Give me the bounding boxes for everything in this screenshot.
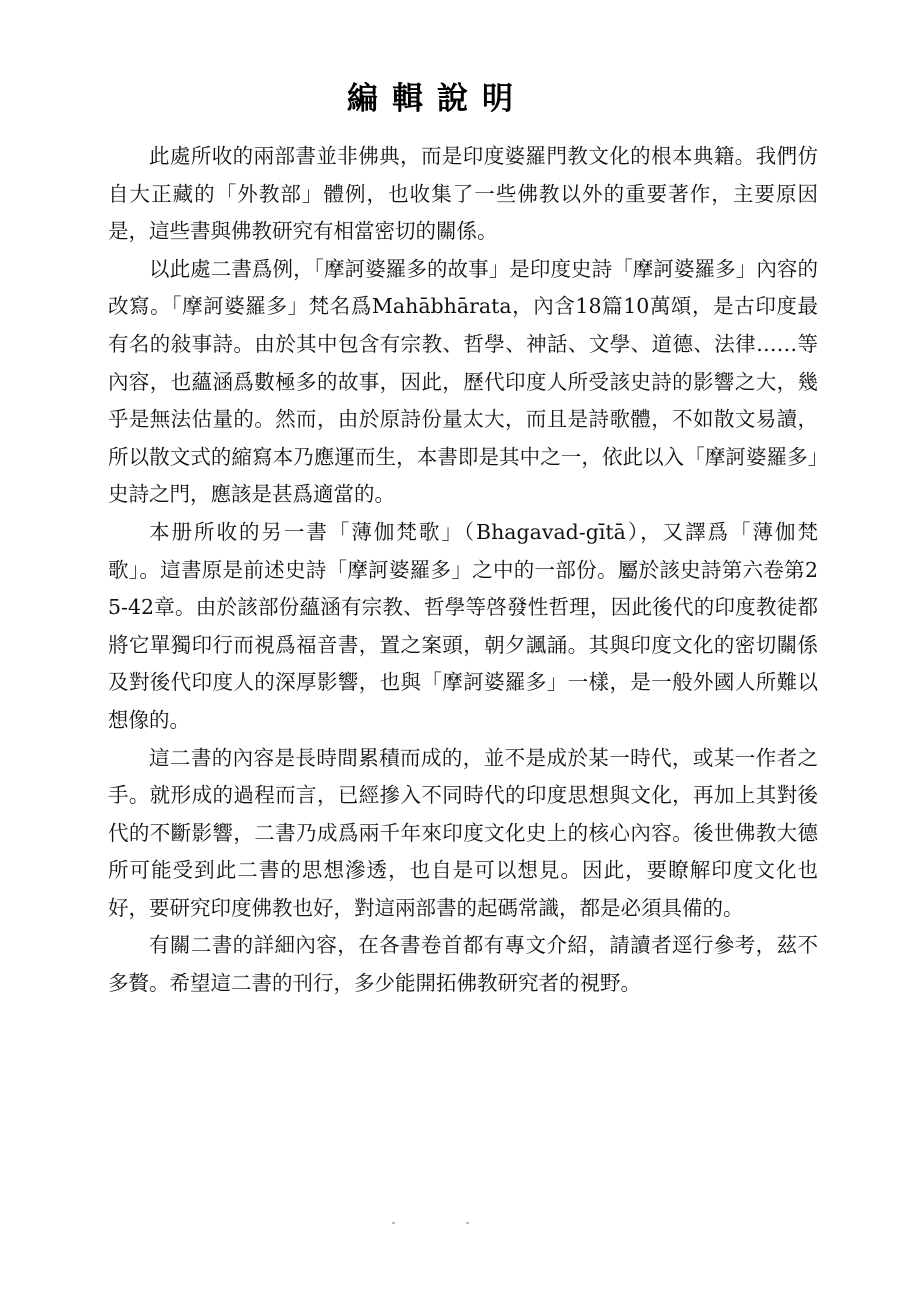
scan-speck: [392, 1222, 395, 1224]
paragraph: 以此處二書爲例，「摩訶婆羅多的故事」是印度史詩「摩訶婆羅多」內容的改寫。「摩訶婆羅多」梵名爲Mahābhārata，內含18篇10萬頌，是古印度最有名的敍事詩。由於其中包含有宗教、哲學、神話、文學、道德、法律……等內容，也蘊涵爲數極多的故事，因此，歷代印度人所受該史詩的影響之大，幾乎是無法估量的。然而，由於原詩份量太大，而且是詩歌體，不如散文易讀，所以散文式的縮寫本乃應運而生，本書即是其中之一，依此以入「摩訶婆羅多」史詩之門，應該是甚爲適當的。: [108, 256, 818, 507]
paragraph: 這二書的內容是長時間累積而成的，並不是成於某一時代，或某一作者之手。就形成的過程而言，已經摻入不同時代的印度思想與文化，再加上其對後代的不斷影響，二書乃成爲兩千年來印度文化史上的核心內容。後世佛教大德所可能受到此二書的思想滲透，也自是可以想見。因此，要瞭解印度文化也好，要研究印度佛教也好，對這兩部書的起碼常識，都是必須具備的。: [108, 745, 818, 920]
paragraph: 此處所收的兩部書並非佛典，而是印度婆羅門教文化的根本典籍。我們仿自大正藏的「外教部」體例，也收集了一些佛教以外的重要著作，主要原因是，這些書與佛教研究有相當密切的關係。: [108, 144, 818, 244]
body-text: [108, 138, 818, 1003]
paragraph: 本册所收的另一書「薄伽梵歌」（Bhagavad-gītā），又譯爲「薄伽梵歌」。這書原是前述史詩「摩訶婆羅多」之中的一部份。屬於該史詩第六卷第25-42章。由於該部份蘊涵有宗教、哲學等啓發性哲理，因此後代的印度教徒都將它單獨印行而視爲福音書，置之案頭，朝夕諷誦。其與印度文化的密切關係及對後代印度人的深厚影響，也與「摩訶婆羅多」一樣，是一般外國人所難以想像的。: [108, 519, 818, 732]
page-title: 編輯說明: [347, 80, 527, 117]
scan-speck: [466, 1222, 469, 1224]
paragraph: 有關二書的詳細內容，在各書卷首都有專文介紹，請讀者逕行參考，茲不多贅。希望這二書的刊行，多少能開拓佛教研究者的視野。: [108, 933, 818, 996]
